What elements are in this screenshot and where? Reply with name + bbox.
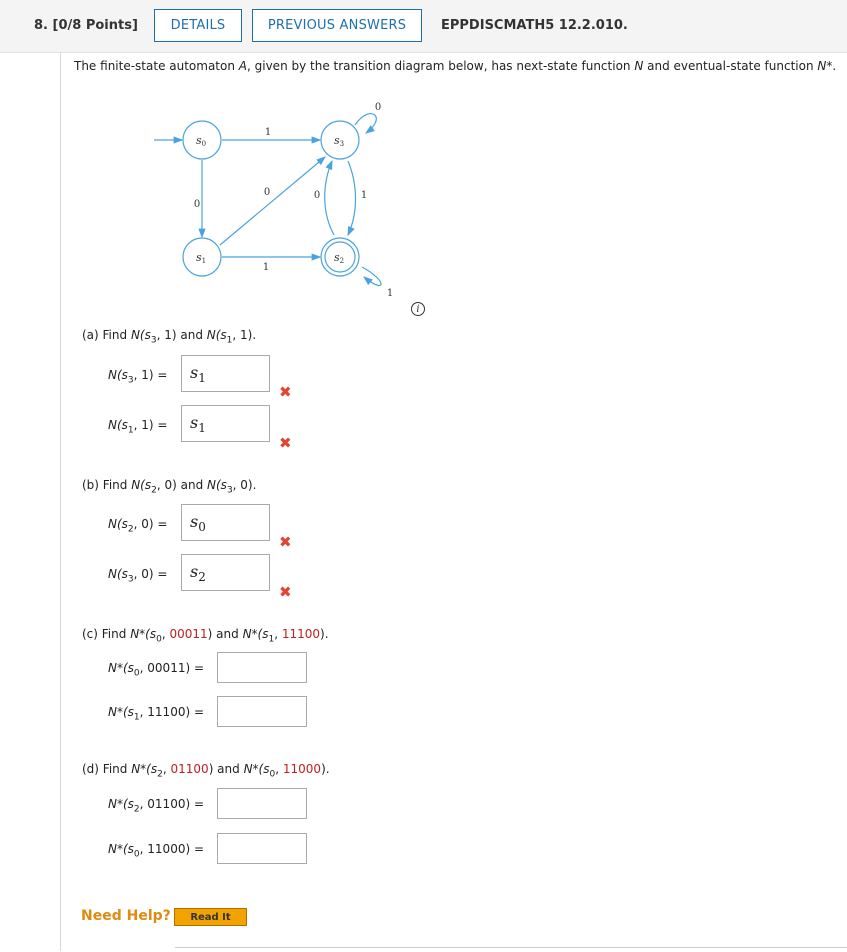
edge-s2-loop (362, 267, 381, 286)
part-b-q2-incorrect-icon: ✖ (279, 583, 292, 601)
part-d-prompt: (d) Find $N*(s_2$, 01100) and $N*(s_0$, 11000). (82, 762, 330, 780)
part-a-q1-incorrect-icon: ✖ (279, 383, 292, 401)
edge-s1-s3 (220, 157, 325, 245)
state-s2-label: s2 (333, 251, 345, 265)
question-header (0, 0, 847, 53)
read-it-button[interactable]: Read It (174, 908, 247, 926)
part-b-q2-answer[interactable]: $s_2$ (181, 554, 270, 591)
part-c-prompt: (c) Find $N*(s_0$, 00011) and $N*(s_1$, 11100). (82, 627, 329, 645)
edge-s2-s3 (325, 161, 334, 235)
edge-label-s3-loop: 0 (374, 102, 382, 113)
state-s1-label: s1 (195, 251, 207, 265)
part-a-q2-incorrect-icon: ✖ (279, 434, 292, 452)
edge-label-s1-s3: 0 (263, 187, 271, 198)
question-intro: The finite-state automaton A, given by the transition diagram below, has next-state function N and eventual-state function N*. (74, 59, 837, 73)
part-c-q2-input[interactable] (217, 696, 307, 727)
part-a-q1-answer[interactable]: $s_1$ (181, 355, 270, 392)
edge-label-s2-s3: 0 (313, 190, 321, 201)
part-c-q1-input[interactable] (217, 652, 307, 683)
info-icon[interactable]: i (411, 302, 425, 316)
part-b-q1-incorrect-icon: ✖ (279, 533, 292, 551)
previous-answers-button[interactable]: PREVIOUS ANSWERS (252, 9, 422, 42)
part-d-q2-input[interactable] (217, 833, 307, 864)
part-b-q1-label: $N(s_2$, 0) = (108, 517, 168, 535)
part-a-q2-answer[interactable]: $s_1$ (181, 405, 270, 442)
part-c-q1-label: $N*(s_0$, 00011) = (108, 661, 205, 679)
part-a-q1-label: $N(s_3$, 1) = (108, 368, 168, 386)
details-button[interactable]: DETAILS (154, 9, 242, 42)
edge-label-s0-s1: 0 (193, 199, 201, 210)
transition-diagram (150, 95, 400, 305)
part-d-q2-label: $N*(s_0$, 11000) = (108, 842, 205, 860)
problem-code: EPPDISCMATH5 12.2.010. (441, 18, 628, 33)
part-a-prompt: (a) Find $N(s_3$, 1) and $N(s_1$, 1). (82, 328, 257, 346)
part-a-q2-label: $N(s_1$, 1) = (108, 418, 168, 436)
next-question-divider (175, 947, 847, 952)
part-b-prompt: (b) Find $N(s_2$, 0) and $N(s_3$, 0). (82, 478, 257, 496)
edge-label-s1-s2: 1 (262, 262, 270, 273)
question-number: 8. [0/8 Points] (34, 18, 138, 33)
part-b-q1-answer[interactable]: $s_0$ (181, 504, 270, 541)
edge-label-s2-loop: 1 (386, 288, 394, 299)
part-d-q1-label: $N*(s_2$, 01100) = (108, 797, 205, 815)
edge-label-s3-s2: 1 (360, 190, 368, 201)
state-s0-label: s0 (195, 134, 207, 148)
state-s3-label: s3 (333, 134, 345, 148)
edge-s3-loop (355, 114, 376, 133)
part-b-q2-label: $N(s_3$, 0) = (108, 567, 168, 585)
part-d-q1-input[interactable] (217, 788, 307, 819)
need-help-label: Need Help? (81, 908, 171, 924)
edge-label-s0-s3: 1 (264, 127, 272, 138)
part-c-q2-label: $N*(s_1$, 11100) = (108, 705, 205, 723)
edge-s3-s2 (348, 161, 356, 235)
